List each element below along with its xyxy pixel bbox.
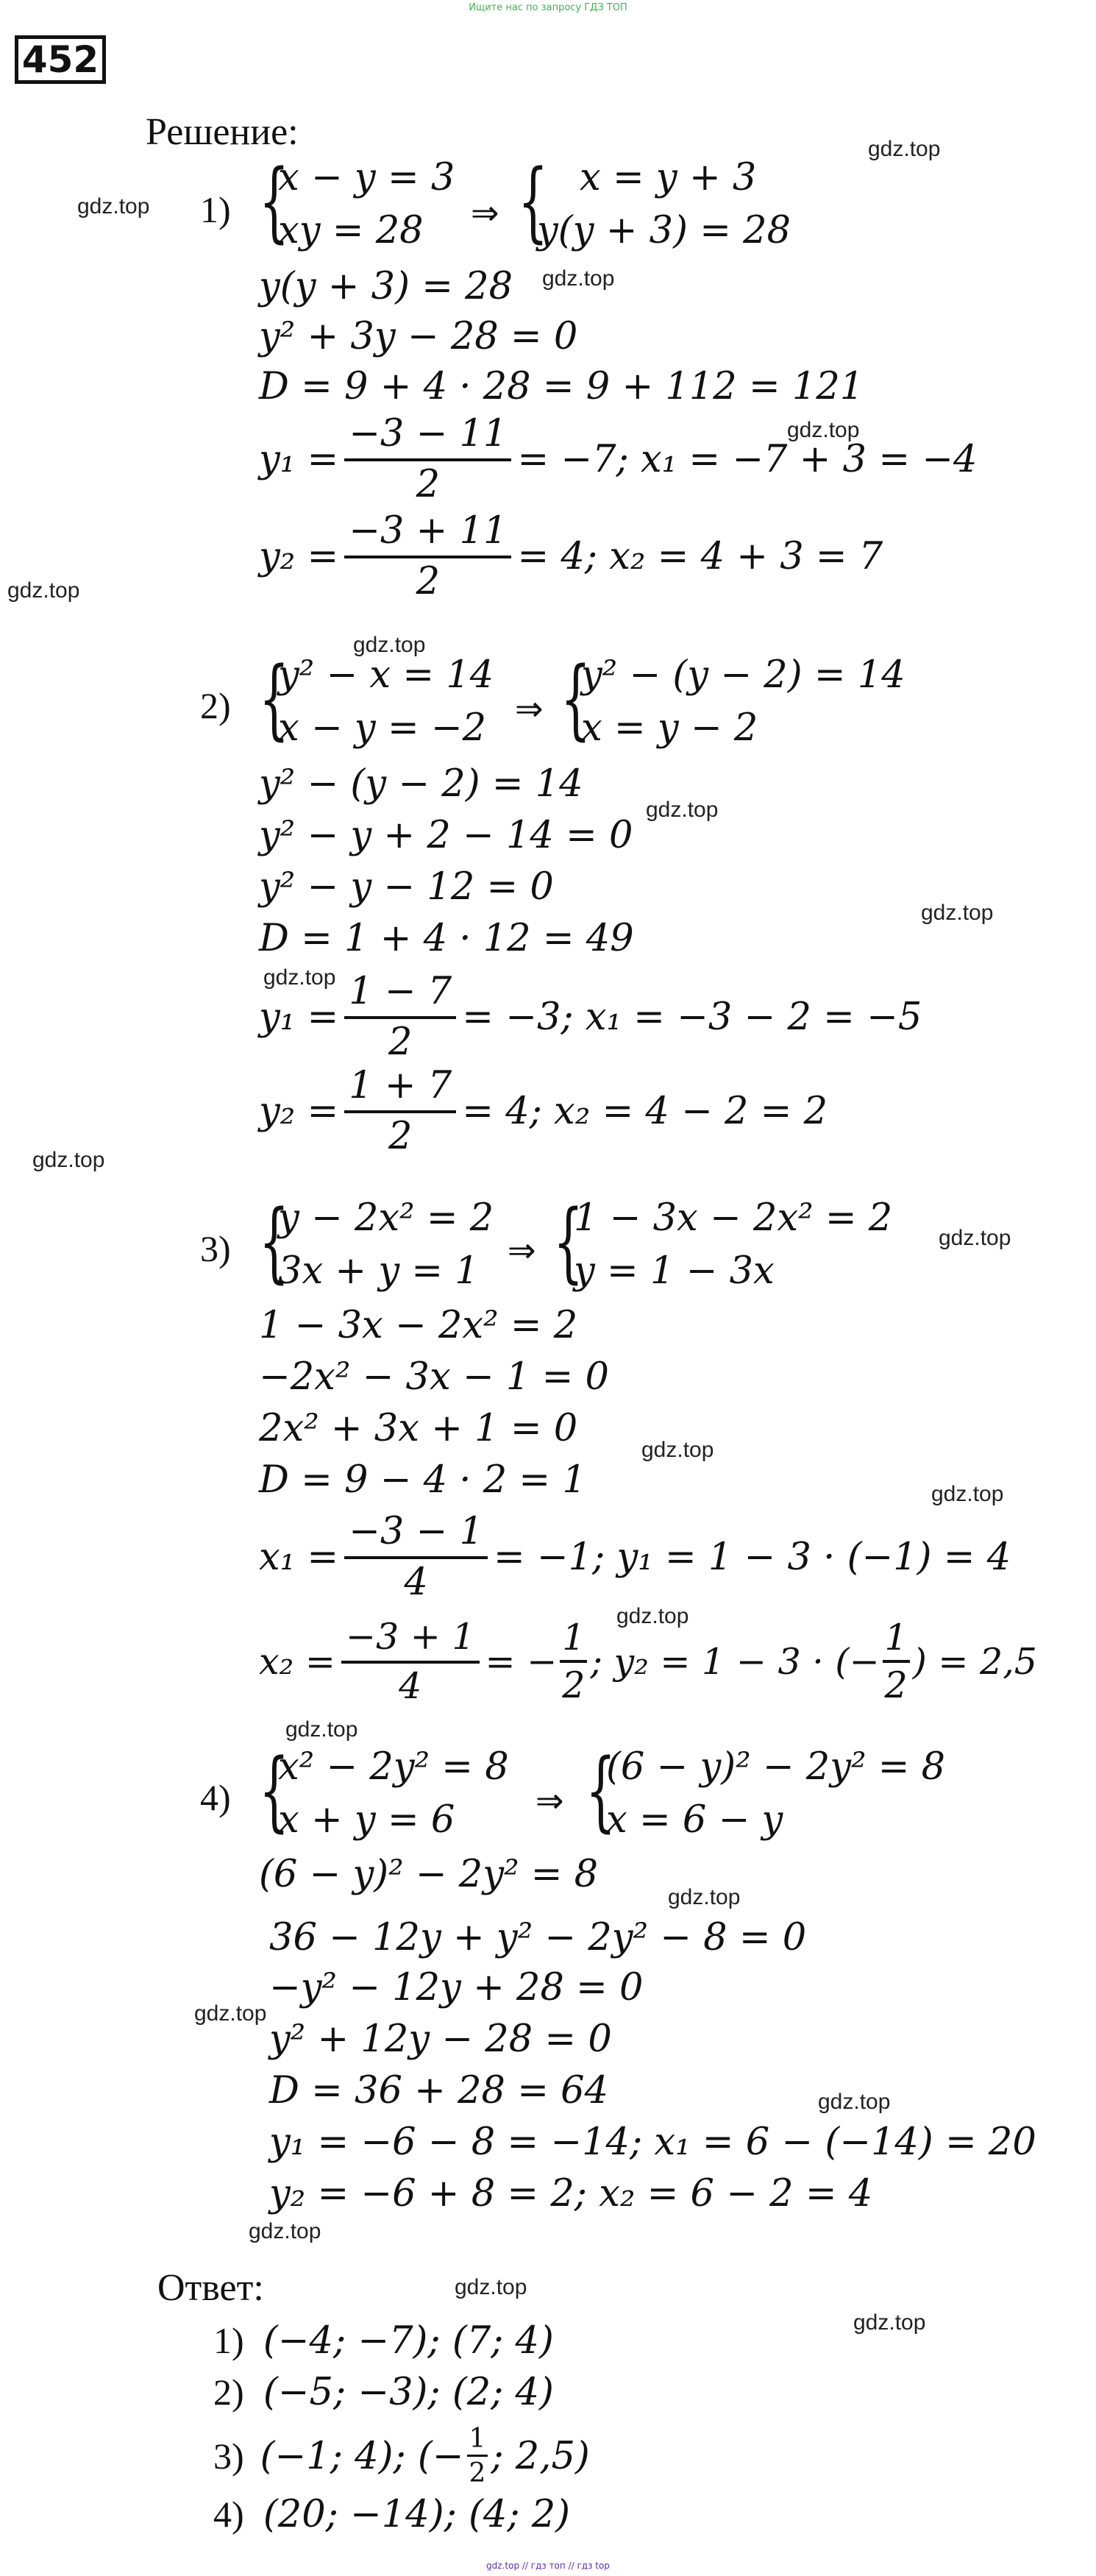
watermark: gdz.top xyxy=(263,965,336,990)
numerator: 1 + 7 xyxy=(344,1064,456,1113)
equation-line: xy = 28 xyxy=(278,209,424,252)
root-rest: ) = 2,5 xyxy=(912,1640,1037,1683)
root-lhs: y₁ = xyxy=(259,995,339,1039)
root-rest: = −1; y₁ = 1 − 3 · (−1) = 4 xyxy=(493,1535,1011,1579)
fraction xyxy=(560,1617,587,1706)
root-line xyxy=(259,412,977,506)
equation-line: y(y + 3) = 28 xyxy=(537,209,791,252)
fraction xyxy=(344,412,511,506)
answer-label: 4) xyxy=(213,2494,244,2535)
equation-line: y² + 3y − 28 = 0 xyxy=(259,315,578,358)
root-line xyxy=(259,1064,828,1158)
equation-line: 1 − 3x − 2x² = 2 xyxy=(259,1304,578,1347)
watermark: gdz.top xyxy=(285,1717,358,1742)
root-mid: ; y₂ = 1 − 3 · (− xyxy=(590,1640,880,1683)
equation-line: 3x + y = 1 xyxy=(278,1249,479,1293)
denominator: 2 xyxy=(388,1115,413,1158)
equation-line: y² − y − 12 = 0 xyxy=(259,865,554,909)
system-brace: { xyxy=(259,1191,290,1292)
bottom-banner: gdz.top // гдз топ // гдз top xyxy=(486,2561,610,2571)
root-line xyxy=(259,509,883,603)
root-line xyxy=(259,1616,1037,1707)
numerator: −3 + 1 xyxy=(341,1616,480,1664)
equation-line: x − y = −2 xyxy=(278,706,487,750)
part-label: 4) xyxy=(200,1777,231,1818)
denominator: 2 xyxy=(388,1021,413,1064)
system-brace: { xyxy=(561,647,591,749)
equation-line: 36 − 12y + y² − 2y² − 8 = 0 xyxy=(269,1916,807,1959)
watermark: gdz.top xyxy=(353,633,426,657)
equation-line: 2x² + 3x + 1 = 0 xyxy=(259,1407,578,1450)
watermark: gdz.top xyxy=(249,2219,321,2243)
fraction xyxy=(344,509,511,603)
system-brace: { xyxy=(259,647,290,749)
equation-line: y² − (y − 2) = 14 xyxy=(259,762,583,806)
denominator: 4 xyxy=(399,1665,422,1707)
equation-line: y(y + 3) = 28 xyxy=(259,265,513,308)
root-lhs: x₂ = xyxy=(259,1640,335,1683)
root-lhs: y₂ = xyxy=(259,1089,339,1133)
root-lhs: y₂ = xyxy=(259,534,339,578)
answer-item xyxy=(213,2493,570,2536)
watermark: gdz.top xyxy=(668,1885,741,1909)
root-rest: = −3; x₁ = −3 − 2 = −5 xyxy=(462,995,922,1039)
numerator: 1 xyxy=(883,1617,910,1663)
fraction xyxy=(344,1064,456,1158)
system-brace: { xyxy=(553,1191,584,1292)
top-banner: Ищите нас по запросу ГДЗ ТОП xyxy=(469,2,627,13)
answer-item xyxy=(213,2371,554,2414)
equation-line: x = y − 2 xyxy=(581,706,758,750)
equation-line: x + y = 6 xyxy=(278,1798,455,1842)
root-line xyxy=(259,1510,1011,1604)
root-rest: = 4; x₂ = 4 + 3 = 7 xyxy=(517,534,883,578)
part-label: 2) xyxy=(200,685,231,726)
implies-arrow: ⇒ xyxy=(515,689,544,728)
system-brace: { xyxy=(259,1739,290,1841)
numerator: 1 xyxy=(467,2424,488,2457)
answer-heading: Ответ: xyxy=(157,2267,264,2309)
equation-line: D = 36 + 28 = 64 xyxy=(269,2069,609,2112)
equation-line: −y² − 12y + 28 = 0 xyxy=(269,1966,644,2009)
system-brace: { xyxy=(259,150,290,252)
equation-line: x = 6 − y xyxy=(606,1798,783,1842)
denominator: 2 xyxy=(416,560,441,603)
watermark: gdz.top xyxy=(787,418,860,442)
watermark: gdz.top xyxy=(641,1438,714,1462)
system-brace: { xyxy=(586,1739,616,1841)
denominator: 2 xyxy=(884,1664,908,1706)
system-brace: { xyxy=(518,150,549,252)
watermark: gdz.top xyxy=(542,266,615,291)
numerator: −3 + 11 xyxy=(344,509,511,558)
equation-line: y² + 12y − 28 = 0 xyxy=(269,2018,612,2061)
answer-text: (−1; 4); (− xyxy=(260,2434,464,2478)
answer-text: (−5; −3); (2; 4) xyxy=(263,2371,554,2414)
root-rest: = 4; x₂ = 4 − 2 = 2 xyxy=(462,1089,828,1133)
part-label: 1) xyxy=(200,189,231,230)
denominator: 2 xyxy=(469,2458,486,2488)
watermark: gdz.top xyxy=(939,1226,1011,1250)
fraction xyxy=(467,2424,488,2488)
watermark: gdz.top xyxy=(931,1482,1004,1506)
answer-text: (20; −14); (4; 2) xyxy=(263,2493,571,2536)
answer-item xyxy=(213,2424,590,2488)
numerator: 1 − 7 xyxy=(344,970,456,1019)
answer-label: 1) xyxy=(213,2320,244,2361)
implies-arrow: ⇒ xyxy=(471,193,499,233)
part-label: 3) xyxy=(200,1228,231,1269)
equation-line: −2x² − 3x − 1 = 0 xyxy=(259,1355,609,1399)
watermark: gdz.top xyxy=(868,137,941,161)
fraction xyxy=(341,1616,480,1707)
solution-heading: Решение: xyxy=(146,111,299,153)
root-line xyxy=(259,970,922,1064)
equation-line: x − y = 3 xyxy=(278,156,455,199)
answer-text: (−4; −7); (7; 4) xyxy=(263,2319,554,2363)
equation-line: y₁ = −6 − 8 = −14; x₁ = 6 − (−14) = 20 xyxy=(269,2121,1036,2164)
equation-line: y² − x = 14 xyxy=(278,653,494,697)
denominator: 2 xyxy=(562,1664,586,1706)
equation-line: 1 − 3x − 2x² = 2 xyxy=(574,1196,893,1240)
fraction xyxy=(344,970,456,1064)
equation-line: (6 − y)² − 2y² = 8 xyxy=(259,1853,599,1896)
watermark: gdz.top xyxy=(853,2310,926,2335)
equation-line: y² − (y − 2) = 14 xyxy=(581,653,905,697)
equation-line: y² − y + 2 − 14 = 0 xyxy=(259,814,633,857)
equation-line: x² − 2y² = 8 xyxy=(278,1745,509,1789)
denominator: 4 xyxy=(404,1561,428,1604)
fraction xyxy=(883,1617,910,1706)
watermark: gdz.top xyxy=(818,2090,891,2114)
denominator: 2 xyxy=(416,463,441,506)
answer-label: 2) xyxy=(213,2371,244,2413)
root-mid: = − xyxy=(485,1640,558,1683)
watermark: gdz.top xyxy=(646,798,719,822)
watermark: gdz.top xyxy=(921,901,994,925)
equation-line: D = 1 + 4 · 12 = 49 xyxy=(259,917,634,960)
numerator: 1 xyxy=(560,1617,587,1663)
implies-arrow: ⇒ xyxy=(535,1781,564,1820)
equation-line: y − 2x² = 2 xyxy=(278,1196,494,1240)
implies-arrow: ⇒ xyxy=(508,1230,536,1270)
root-rest: = −7; x₁ = −7 + 3 = −4 xyxy=(517,437,978,481)
root-lhs: x₁ = xyxy=(259,1535,339,1579)
answer-label: 3) xyxy=(213,2435,244,2477)
equation-line: D = 9 + 4 · 28 = 9 + 112 = 121 xyxy=(259,365,864,408)
equation-line: x = y + 3 xyxy=(580,156,757,199)
watermark: gdz.top xyxy=(77,194,150,219)
problem-number: 452 xyxy=(15,35,106,84)
fraction xyxy=(344,1510,488,1604)
answer-text: ; 2,5) xyxy=(491,2434,590,2478)
numerator: −3 − 1 xyxy=(344,1510,488,1559)
equation-line: D = 9 − 4 · 2 = 1 xyxy=(259,1458,586,1502)
answer-item xyxy=(213,2319,554,2363)
watermark: gdz.top xyxy=(32,1148,105,1172)
watermark: gdz.top xyxy=(455,2275,527,2299)
equation-line: y₂ = −6 + 8 = 2; x₂ = 6 − 2 = 4 xyxy=(269,2172,873,2215)
equation-line: y = 1 − 3x xyxy=(574,1249,775,1293)
watermark: gdz.top xyxy=(7,578,80,603)
numerator: −3 − 11 xyxy=(344,412,511,461)
equation-line: (6 − y)² − 2y² = 8 xyxy=(606,1745,946,1789)
watermark: gdz.top xyxy=(194,2001,267,2026)
watermark: gdz.top xyxy=(616,1604,689,1628)
root-lhs: y₁ = xyxy=(259,437,339,481)
